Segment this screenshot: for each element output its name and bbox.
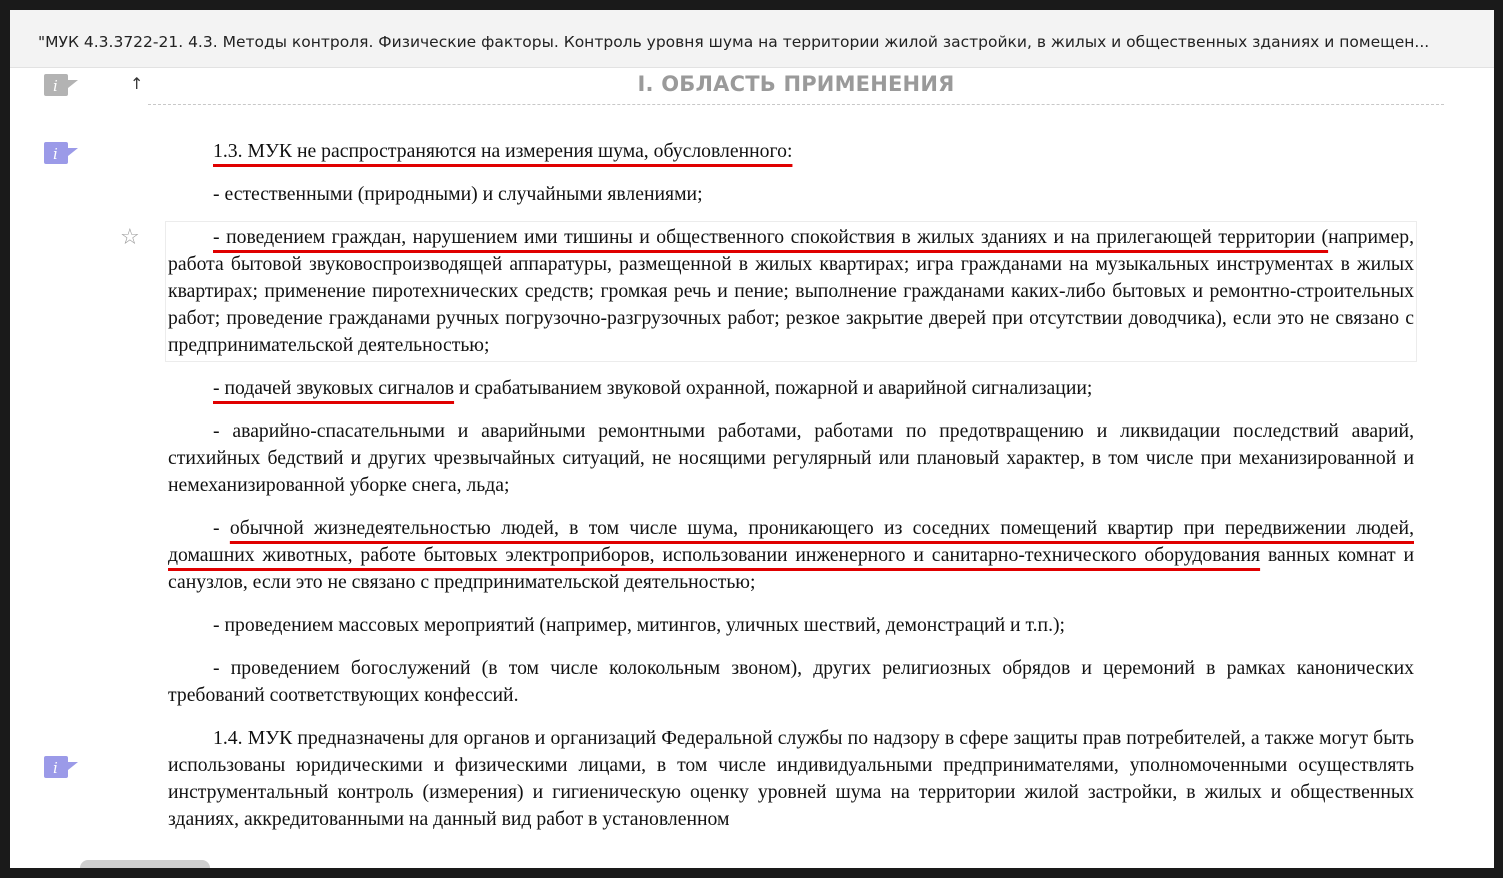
list-item: - проведением массовых мероприятий (например, митингов, уличных шествий, демонстраций и т.п.); xyxy=(213,614,1066,636)
list-item: - обычной жизнедеятельностью людей, в том числе шума, проникающего из соседних помещений квартир при передвижении людей, домашних животных, работе бытовых электроприборов, использовании инженерного и санитарно-технического оборудования ванных комнат и санузлов, если это не связано с предпринимательской деятельностью; xyxy=(168,517,1414,593)
info-icon[interactable] xyxy=(44,74,78,96)
info-icon[interactable] xyxy=(44,756,78,778)
scroll-indicator xyxy=(80,860,210,868)
info-icon[interactable] xyxy=(44,142,78,164)
highlighted-text: обычной жизнедеятельностью людей, в том числе шума, проникающего из соседних помещений квартир при передвижении людей, домашних животных, работе бытовых электроприборов, использовании инженерного и санитарно-технического оборудования xyxy=(168,517,1414,566)
svg-text:i: i xyxy=(53,77,58,95)
document-header xyxy=(10,10,1494,68)
section-title: I. ОБЛАСТЬ ПРИМЕНЕНИЯ xyxy=(148,72,1444,105)
star-icon[interactable]: ☆ xyxy=(120,225,140,250)
highlighted-text: 1.3. МУК не распространяются на измерения шума, обусловленного: xyxy=(213,140,793,162)
list-item: - естественными (природными) и случайными явлениями; xyxy=(213,183,703,205)
highlighted-text: - поведением граждан, нарушением ими тишины и общественного спокойствия в жилых зданиях и на прилегающей территории ( xyxy=(213,226,1329,248)
arrow-up-icon[interactable]: ↑ xyxy=(130,74,144,93)
document-title[interactable]: "МУК 4.3.3722-21. 4.3. Методы контроля. Физические факторы. Контроль уровня шума на территории жилой застройки, в жилых и общественных зданиях и помещен... xyxy=(38,33,1430,51)
paragraph-1-3 xyxy=(168,138,1414,165)
paragraph-1-4: 1.4. МУК предназначены для органов и организаций Федеральной службы по надзору в сфере защиты прав потребителей, а также могут быть использованы юридическими и физическими лицами, в том числе индивидуальными предпринимателями, уполномоченными осуществлять инструментальный контроль (измерения) и гигиеническую оценку уровней шума на территории жилой застройки, в жилых и общественных зданиях, аккредитованными на данный вид работ в установленном xyxy=(168,727,1414,830)
list-item: - подачей звуковых сигналов и срабатыванием звуковой охранной, пожарной и аварийной сигнализации; xyxy=(213,377,1093,399)
svg-text:i: i xyxy=(53,759,58,777)
document-body xyxy=(168,138,1414,849)
highlighted-text: - подачей звуковых сигналов xyxy=(213,377,455,399)
list-item: - проведением богослужений (в том числе колокольным звоном), других религиозных обрядов и церемоний в рамках канонических требований соответствующих конфессий. xyxy=(168,657,1414,706)
document-viewer xyxy=(10,10,1494,868)
list-item: - аварийно-спасательными и аварийными ремонтными работами, работами по предотвращению и ликвидации последствий аварий, стихийных бедствий и других чрезвычайных ситуаций, не носящими регулярный или плановый характер, в том числе при механизированной и немеханизированной уборке снега, льда; xyxy=(168,420,1414,496)
svg-text:i: i xyxy=(53,145,58,163)
list-item: - поведением граждан, нарушением ими тишины и общественного спокойствия в жилых зданиях и на прилегающей территории (например, работа бытовой звуковоспроизводящей аппаратуры, размещенной в жилых квартирах; игра гражданами на музыкальных инструментах в жилых квартирах; применение пиротехнических средств; громкая речь и пение; выполнение гражданами каких-либо бытовых и ремонтно-строительных работ; проведение гражданами ручных погрузочно-разгрузочных работ; резкое закрытие дверей при отсутствии доводчика), если это не связано с предпринимательской деятельностью; xyxy=(168,224,1414,359)
